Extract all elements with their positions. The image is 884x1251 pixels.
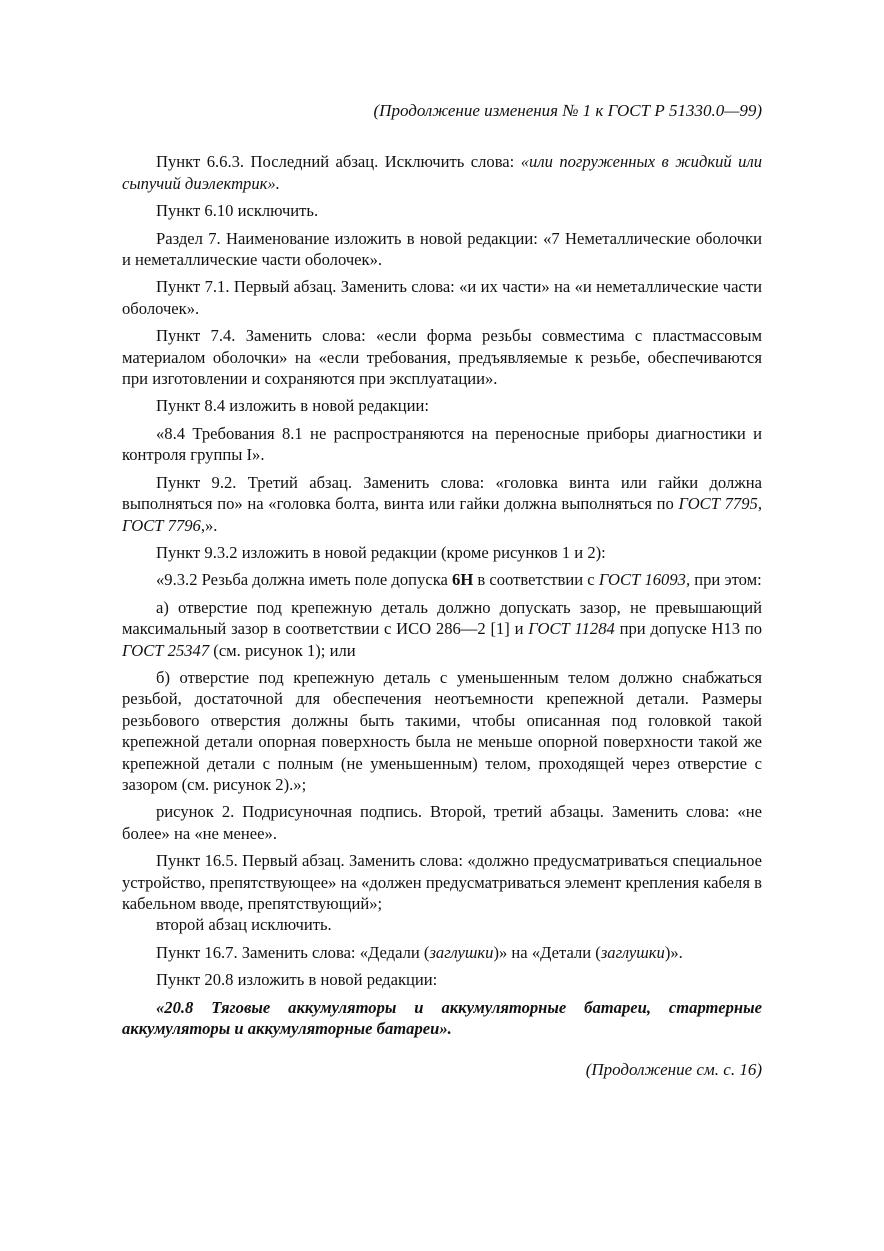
standard-reference: ГОСТ 16093, <box>598 570 691 590</box>
paragraph-text: (см. рисунок 1); или <box>209 640 356 660</box>
paragraph-text: при допуске Н13 по <box>614 619 763 639</box>
paragraph-16-5: Пункт 16.5. Первый абзац. Заменить слова: «должно предусматриваться специальное устройство, препятствующее» на «должен предусматриваться элемент крепления кабеля в кабельном вводе, препятствующий»; <box>122 851 762 913</box>
quoted-text: заглушки <box>600 942 665 962</box>
paragraph-9-3-2: Пункт 9.3.2 изложить в новой редакции (кроме рисунков 1 и 2): <box>156 542 606 562</box>
paragraph-7-4: Пункт 7.4. Заменить слова: «если форма резьбы совместима с пластмассовым материалом оболочки» на «если требования, предъявляемые к резьбе, обеспечиваются при изготовлении и сохраняются при эксплуатации». <box>122 326 762 389</box>
quoted-text: заглушки <box>429 942 494 962</box>
paragraph-section-7: Раздел 7. Наименование изложить в новой редакции: «7 Неметаллические оболочки и неметаллические части оболочек». <box>122 228 762 270</box>
standard-reference: ГОСТ 7795, ГОСТ 7796 <box>122 494 762 535</box>
paragraph-figure-2: рисунок 2. Подрисуночная подпись. Второй, третий абзацы. Заменить слова: «не более» на «не менее». <box>122 802 762 843</box>
tolerance-value: 6Н <box>452 570 474 590</box>
paragraph-16-7 <box>122 942 762 963</box>
paragraph-8-4: Пункт 8.4 изложить в новой редакции: <box>156 396 429 416</box>
new-wording: «20.8 Тяговые аккумуляторы и аккумуляторные батареи, стартерные аккумуляторы и аккумуляторные батареи». <box>122 997 762 1039</box>
paragraph-text: )». <box>664 942 683 962</box>
paragraph-text: в соответствии с <box>473 570 599 590</box>
paragraph-text: а) отверстие под крепежную деталь должно допускать зазор, не превышающий максимальный зазор в соответствии с ИСО 286—2 [1] и <box>122 597 762 639</box>
paragraph-item-a <box>122 597 762 661</box>
paragraph-item-b: б) отверстие под крепежную деталь с уменьшенным телом должно снабжаться резьбой, достаточной для обеспечения неотъемности крепежной детали. Размеры резьбового отверстия должны быть такими, чтобы описанная под головкой такой крепежной детали опорная поверхность была не меньше опорной поверхности такой же крепежной детали с полным (не уменьшенным) телом, проходящей через отверстие с зазором (см. рисунок 2).»; <box>122 667 762 794</box>
paragraph-16-5-second: второй абзац исключить. <box>156 915 332 935</box>
paragraph-20-8: Пункт 20.8 изложить в новой редакции: <box>156 970 438 990</box>
paragraph-9-3-2-text <box>122 569 762 590</box>
document-page <box>122 100 762 1081</box>
paragraph-text: )» на «Детали ( <box>493 942 601 962</box>
paragraph-20-8-text <box>122 997 762 1040</box>
standard-reference: ГОСТ 11284 <box>528 619 615 639</box>
paragraph-7-1: Пункт 7.1. Первый абзац. Заменить слова: «и их части» на «и неметаллические части оболочек». <box>122 277 762 318</box>
paragraph-6-10: Пункт 6.10 исключить. <box>156 201 319 221</box>
paragraph-text: Пункт 6.6.3. Последний абзац. Исключить слова: <box>156 152 521 172</box>
paragraph-text: ,». <box>200 515 218 535</box>
quoted-text: «или погруженных в жидкий или сыпучий диэлектрик». <box>122 152 762 193</box>
page-header: (Продолжение изменения № 1 к ГОСТ Р 51330.0—99) <box>373 101 762 120</box>
paragraph-8-4-text: «8.4 Требования 8.1 не распространяются на переносные приборы диагностики и контроля группы I». <box>122 423 762 465</box>
standard-reference: ГОСТ 25347 <box>122 640 210 660</box>
page-footer: (Продолжение см. с. 16) <box>585 1060 762 1080</box>
paragraph-text: Пункт 9.2. Третий абзац. Заменить слова: «головка винта или гайки должна выполняться по» на «головка болта, винта или гайки должна выполняться по <box>122 472 762 514</box>
paragraph-6-6-3 <box>122 151 762 194</box>
paragraph-text: «9.3.2 Резьба должна иметь поле допуска <box>156 570 453 590</box>
paragraph-9-2 <box>122 472 762 536</box>
paragraph-text: Пункт 16.7. Заменить слова: «Дедали ( <box>156 942 430 962</box>
paragraph-text: при этом: <box>690 570 762 590</box>
